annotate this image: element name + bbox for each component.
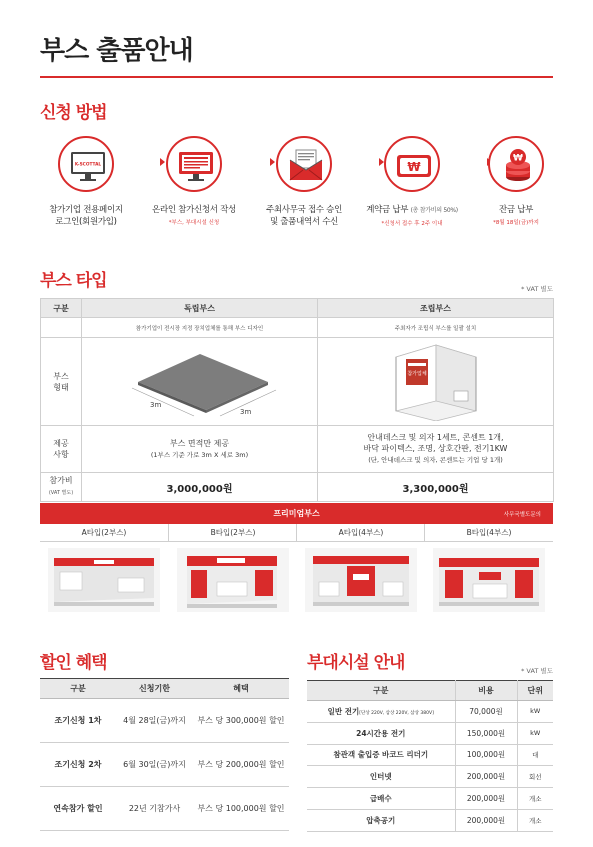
booth-vat-note: * VAT 별도 [521,285,553,293]
facility-cost: 100,000원 [455,744,517,766]
discount-table [40,678,289,831]
monitor-icon [58,136,114,192]
facility-cost: 200,000원 [455,788,517,810]
offer-line: 바닥 파이텍스, 조명, 상호간판, 전기1KW [363,444,508,453]
premium-type-label: A타입(2부스) [40,524,168,542]
facility-cost: 200,000원 [455,766,517,788]
facility-unit: 대 [517,744,553,766]
booth-desc-independent: 참가기업이 전시장 지정 장치업체를 통해 부스 디자인 [82,318,318,338]
table-row [41,426,554,473]
facility-item: 압축공기 [307,809,455,831]
step-label-line2: 및 출품내역서 수신 [269,217,339,227]
facility-cost: 150,000원 [455,722,517,744]
booth-type-table [40,298,554,502]
facility-item: 급배수 [307,788,455,810]
row-label-offer [41,426,82,473]
table-cell [41,318,82,338]
booth-sign-text: 참가업체 [406,370,427,377]
facility-unit: 개소 [517,788,553,810]
step-note: *8월 18일(금)까지 [493,220,539,226]
offer-line: (1부스 기준 가로 3m X 세로 3m) [150,450,249,459]
discount-deadline: 4월 28일(금)까지 [116,699,193,743]
table-row [41,318,554,338]
step-label-line1: 계약금 납부 [366,205,409,215]
row-label-line: 형태 [53,382,69,392]
table-row [40,699,289,743]
discount-deadline: 6월 30일(금)까지 [116,743,193,787]
step-label-line1: 주최사무국 접수 승인 [265,205,342,215]
step-label-small: (총 참가비의 50%) [410,207,458,214]
booth-section-title: 부스 타입 [40,271,107,291]
apply-steps [30,136,570,246]
premium-type-label: B타입(4부스) [425,524,553,542]
step-label-line2: 로그인(회원가입) [55,217,117,227]
step-label: 잔금 납부 [498,205,534,215]
table-header-cell: 구분 [307,681,455,701]
premium-booth-image [48,548,160,612]
facility-item-label: 일반 전기 [327,706,360,716]
table-header-cell: 구분 [40,679,116,699]
premium-type-b4 [425,524,553,619]
premium-type-b2 [169,524,297,619]
facility-item: 24시간용 전기 [307,722,455,744]
independent-booth-image [82,338,318,426]
table-header-row [41,299,554,318]
svg-text:₩: ₩ [513,153,523,164]
floor-plate-illustration [110,340,290,420]
facility-item [307,701,455,723]
table-header-cell: 혜택 [193,679,289,699]
premium-booth-bar [40,503,553,524]
table-header-cell: 독립부스 [82,299,318,318]
premium-type-label: B타입(2부스) [169,524,297,542]
offer-assembled [318,426,554,473]
booth-desc-assembled: 주최자가 조립식 부스를 일괄 설치 [318,318,554,338]
facility-unit: 개소 [517,809,553,831]
won-card-icon [384,136,440,192]
discount-type: 조기신청 2차 [40,743,116,787]
step-label [248,204,360,228]
offer-line: 안내데스크 및 의자 1세트, 콘센트 1개, [367,433,504,442]
premium-type-a2 [40,524,168,619]
row-label-form [41,338,82,426]
step-label [356,204,468,217]
step-apply-form [138,136,250,226]
premium-note: 사무국별도문의 [503,512,541,518]
table-row [41,338,554,426]
row-label-fee [41,473,82,502]
premium-type-label: A타입(4부스) [297,524,425,542]
assembled-booth-image [318,338,554,426]
table-row [307,788,553,810]
table-header-cell: 비용 [455,681,517,701]
won-coins-icon [488,136,544,192]
facilities-section-title: 부대시설 안내 [307,653,405,673]
step-deposit [356,136,468,227]
premium-booth-image [177,548,289,612]
premium-booth-image [433,548,545,612]
table-row [307,809,553,831]
row-label-line: 참가비 [49,476,73,485]
envelope-icon [276,136,332,192]
discount-deadline: 22년 기참가사 [116,787,193,831]
table-row [41,473,554,502]
assembled-booth-illustration [376,339,496,421]
table-row [307,744,553,766]
form-monitor-icon [166,136,222,192]
monitor-screen-text: K-SCOTTAL [74,162,102,168]
discount-type: 연속참가 할인 [40,787,116,831]
apply-section-title: 신청 방법 [40,103,107,123]
table-row [40,787,289,831]
facility-cost: 200,000원 [455,809,517,831]
fee-independent: 3,000,000원 [82,473,318,502]
step-note: *신청서 접수 후 2주 이내 [381,221,443,227]
offer-line: 부스 면적만 제공 [169,438,230,448]
step-login [30,136,142,228]
facility-cost: 70,000원 [455,701,517,723]
facilities-table [307,680,553,832]
offer-line: (단, 안내데스크 및 의자, 콘센트는 기업 당 1개) [368,456,503,464]
table-header-cell: 조립부스 [318,299,554,318]
discount-type: 조기신청 1차 [40,699,116,743]
facility-item: 인터넷 [307,766,455,788]
facility-item: 참관객 출입증 바코드 리더기 [307,744,455,766]
table-header-row [40,679,289,699]
discount-benefit: 부스 당 300,000원 할인 [193,699,289,743]
row-label-sub: (VAT 별도) [48,490,74,496]
premium-title: 프리미엄부스 [273,509,320,518]
table-header-row [307,681,553,701]
svg-text:₩: ₩ [407,160,421,174]
discount-section-title: 할인 혜택 [40,653,107,673]
premium-types [40,524,553,619]
step-balance [460,136,572,226]
step-approval [248,136,360,228]
table-header-cell: 구분 [41,299,82,318]
discount-benefit: 부스 당 200,000원 할인 [193,743,289,787]
step-note: *부스, 부대시설 신청 [168,220,220,226]
facility-unit: kW [517,722,553,744]
facility-unit: kW [517,701,553,723]
title-divider [40,76,553,78]
table-header-cell: 신청기한 [116,679,193,699]
page-title: 부스 출품안내 [40,36,193,66]
facility-item-spec: [단상 220V, 삼상 220V, 삼상 380V] [359,710,434,716]
table-row [307,701,553,723]
dimension-label: 3m [149,400,161,409]
row-label-line: 제공 [53,439,69,448]
table-row [307,766,553,788]
fee-assembled: 3,300,000원 [318,473,554,502]
row-label-line: 사항 [53,450,69,459]
table-row [307,722,553,744]
row-label-line: 부스 [53,371,69,381]
dimension-label: 3m [239,407,251,416]
premium-booth-image [305,548,417,612]
step-label-line1: 참가기업 전용페이지 [49,205,123,215]
step-label: 온라인 참가신청서 작성 [152,205,236,215]
table-row [40,743,289,787]
discount-benefit: 부스 당 100,000원 할인 [193,787,289,831]
offer-independent [82,426,318,473]
facilities-vat-note: * VAT 별도 [521,667,553,675]
table-header-cell: 단위 [517,681,553,701]
step-label [30,204,142,228]
premium-type-a4 [297,524,425,619]
facility-unit: 회선 [517,766,553,788]
